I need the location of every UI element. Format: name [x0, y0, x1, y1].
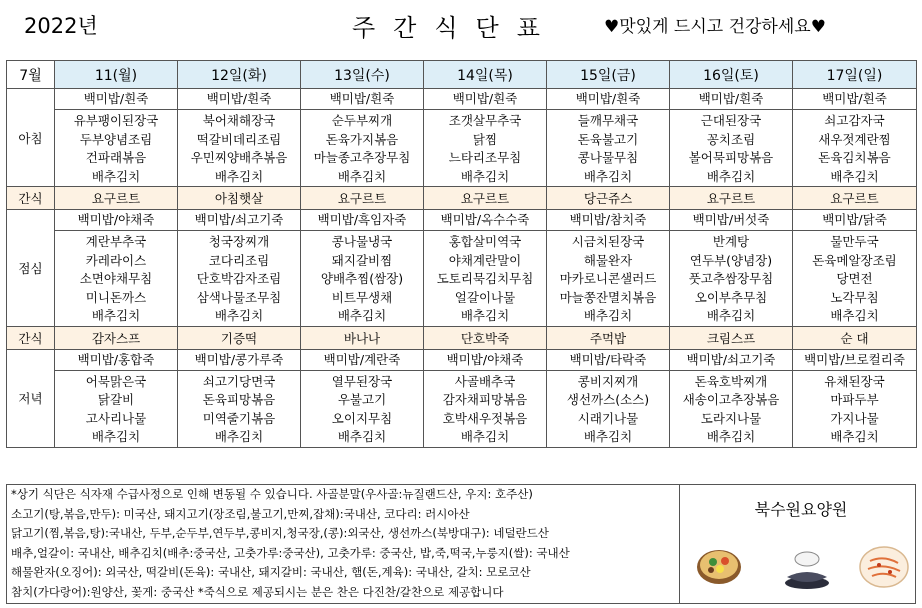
- snack-cell: 크림스프: [670, 326, 793, 349]
- side-dish: 콩나물무침: [577, 150, 639, 165]
- side-dish: 당면전: [836, 271, 873, 286]
- side-dish: 닭찜: [472, 131, 498, 147]
- side-dish: 배추김치: [460, 429, 510, 444]
- side-dish-list: [547, 371, 669, 447]
- main-dish: 백미밥/타락죽: [547, 350, 669, 371]
- side-dish-list: [178, 110, 300, 186]
- origin-notes: [7, 485, 680, 603]
- month-label: 7월: [7, 61, 55, 89]
- side-dish: 배추김치: [214, 308, 264, 323]
- meal-cell: [793, 349, 917, 447]
- side-dish: 배추김치: [337, 308, 387, 323]
- side-dish: 연두부(양념장): [689, 252, 773, 268]
- side-dish: 시금치된장국: [571, 234, 645, 249]
- side-dish: 쇠고기당면국: [202, 373, 276, 389]
- side-dish: 유부팽이된장국: [73, 113, 159, 128]
- meal-cell: [301, 349, 424, 447]
- main-dish: 백미밥/버섯죽: [670, 210, 792, 231]
- side-dish: 배추김치: [460, 308, 510, 323]
- side-dish: 배추김치: [214, 429, 264, 444]
- side-dish: 콩나물냉국: [331, 234, 393, 249]
- weekly-menu-table: [6, 60, 917, 448]
- snack-cell: 바나나: [301, 326, 424, 349]
- meal-row: [7, 89, 917, 187]
- snack-row: [7, 326, 917, 349]
- side-dish: 코다리조림: [208, 252, 270, 268]
- side-dish: 열무된장국: [331, 373, 393, 389]
- snack-cell: 단호박죽: [424, 326, 547, 349]
- side-dish: 얼갈이나물: [454, 289, 516, 305]
- facility-panel: [687, 485, 915, 603]
- side-dish: 도토리묵김치무침: [436, 271, 534, 286]
- side-dish: 계란부추국: [85, 234, 147, 249]
- side-dish-list: [793, 231, 916, 326]
- side-dish-list: [301, 231, 423, 326]
- side-dish: 배추김치: [706, 429, 756, 444]
- meal-cell: [547, 349, 670, 447]
- origin-note: 닭고기(찜,볶음,탕):국내산, 두부,순두부,연두부,콩비지,청국장,(콩):외국산, 생선까스(북방대구): 네덜란드산: [11, 526, 549, 541]
- side-dish: 배추김치: [706, 308, 756, 323]
- origin-note: 참치(가다랑어):원양산, 꽃게: 중국산 *죽식으로 제공되시는 분은 찬은 다진찬/갈찬으로 제공합니다: [11, 584, 504, 599]
- side-dish-list: [301, 371, 423, 447]
- side-dish-list: [424, 110, 546, 186]
- snack-cell: 기증떡: [178, 326, 301, 349]
- side-dish: 도라지나물: [700, 410, 762, 426]
- side-dish: 사골배추국: [454, 373, 516, 389]
- noodle-dish-icon: [860, 547, 908, 587]
- side-dish: 순두부찌개: [331, 113, 393, 128]
- main-dish: 백미밥/홍합죽: [55, 350, 177, 371]
- side-dish: 시래기나물: [577, 410, 639, 426]
- side-dish: 배추김치: [91, 168, 141, 184]
- side-dish: 마카로니콘샐러드: [559, 271, 657, 286]
- side-dish-list: [55, 371, 177, 447]
- snack-cell: 요구르트: [301, 187, 424, 210]
- meal-cell: [301, 89, 424, 187]
- meal-cell: [793, 210, 917, 327]
- side-dish: 배추김치: [830, 429, 879, 444]
- origin-note: *상기 식단은 식자재 수급사정으로 인해 변동될 수 있습니다. 사골분말(우사골:뉴질랜드산, 우지: 호주산): [11, 487, 533, 501]
- meal-label: 아침: [7, 89, 55, 187]
- side-dish: 배추김치: [337, 168, 387, 184]
- snack-cell: 요구르트: [670, 187, 793, 210]
- main-dish: 백미밥/흰죽: [547, 89, 669, 110]
- footer-box: [6, 484, 916, 604]
- meal-label: 간식: [7, 187, 55, 210]
- main-dish: 백미밥/흰죽: [178, 89, 300, 110]
- side-dish: 돈육호박찌개: [694, 373, 768, 389]
- side-dish: 배추김치: [214, 168, 264, 184]
- meal-cell: [55, 210, 178, 327]
- meal-cell: [424, 89, 547, 187]
- side-dish: 배추김치: [91, 429, 141, 444]
- side-dish: 돼지갈비찜: [331, 252, 393, 268]
- meal-cell: [178, 89, 301, 187]
- meal-label: 간식: [7, 326, 55, 349]
- side-dish: 배추김치: [583, 308, 633, 323]
- main-dish: 백미밥/야채죽: [55, 210, 177, 231]
- side-dish-list: [178, 371, 300, 447]
- meal-cell: [301, 210, 424, 327]
- side-dish: 오이지무침: [331, 410, 393, 426]
- side-dish: 삼색나물조무침: [196, 289, 282, 305]
- meal-cell: [55, 89, 178, 187]
- side-dish: 호박새우젓볶음: [442, 410, 528, 426]
- bowl-icon: [785, 552, 829, 589]
- side-dish: 쇠고감자국: [824, 113, 885, 128]
- side-dish: 미역줄기볶음: [202, 410, 276, 426]
- main-dish: 백미밥/브로컬리죽: [793, 350, 916, 371]
- meal-cell: [670, 89, 793, 187]
- day-header: 12일(화): [178, 61, 301, 89]
- snack-cell: 감자스프: [55, 326, 178, 349]
- side-dish: 배추김치: [460, 168, 510, 184]
- main-dish: 백미밥/콩가루죽: [178, 350, 300, 371]
- day-header: 16일(토): [670, 61, 793, 89]
- main-dish: 백미밥/계란죽: [301, 350, 423, 371]
- side-dish: 닭갈비: [97, 392, 135, 407]
- side-dish: 건파래볶음: [85, 150, 147, 165]
- main-dish: 백미밥/흰죽: [301, 89, 423, 110]
- side-dish: 배추김치: [583, 168, 633, 184]
- side-dish: 느타리조무침: [448, 150, 522, 165]
- side-dish-list: [301, 110, 423, 186]
- side-dish: 가지나물: [830, 410, 879, 426]
- main-dish: 백미밥/흰죽: [670, 89, 792, 110]
- side-dish: 해물완자: [583, 252, 633, 268]
- side-dish: 떡갈비데리조림: [196, 131, 282, 147]
- side-dish: 우민찌양배추볶음: [190, 150, 288, 165]
- bibimbap-icon: [697, 550, 741, 584]
- main-dish: 백미밥/흰죽: [793, 89, 916, 110]
- day-header: 14일(목): [424, 61, 547, 89]
- side-dish: 오이부추무침: [694, 289, 768, 305]
- meal-cell: [670, 210, 793, 327]
- side-dish: 새송이고추장볶음: [682, 392, 780, 407]
- main-dish: 백미밥/쇠고기죽: [670, 350, 792, 371]
- snack-cell: 주먹밥: [547, 326, 670, 349]
- meal-cell: [178, 210, 301, 327]
- meal-row: [7, 349, 917, 447]
- main-dish: 백미밥/흰죽: [424, 89, 546, 110]
- side-dish-list: [547, 110, 669, 186]
- side-dish: 마늘종고추장무침: [313, 150, 411, 165]
- side-dish-list: [793, 110, 916, 186]
- side-dish: 돈육가지볶음: [325, 131, 399, 147]
- side-dish: 돈육피망볶음: [202, 392, 276, 407]
- slogan: ♥맛있게 드시고 건강하세요♥: [604, 17, 826, 37]
- side-dish: 청국장찌개: [208, 234, 270, 249]
- snack-cell: 순 대: [793, 326, 917, 349]
- side-dish: 북어채해장국: [202, 113, 276, 128]
- day-header: 13일(수): [301, 61, 424, 89]
- food-illustrations: [687, 537, 915, 597]
- side-dish: 배추김치: [706, 168, 756, 184]
- side-dish-list: [670, 231, 792, 326]
- side-dish: 콩비지찌개: [577, 373, 639, 389]
- side-dish-list: [424, 371, 546, 447]
- side-dish: 돈육불고기: [577, 131, 639, 147]
- snack-row: [7, 187, 917, 210]
- meal-cell: [547, 210, 670, 327]
- side-dish-list: [55, 231, 177, 326]
- main-dish: 백미밥/닭죽: [793, 210, 916, 231]
- year-label: 2022년: [24, 14, 98, 38]
- side-dish: 마늘쫑잔멸치볶음: [559, 289, 657, 305]
- origin-note: 배추,얼갈이: 국내산, 배추김치(배추:중국산, 고춧가루:중국산), 고춧가루: 중국산, 밥,죽,떡국,누룽지(쌀): 국내산: [11, 545, 570, 560]
- side-dish: 야채계란말이: [448, 252, 522, 268]
- side-dish: 배추김치: [337, 429, 387, 444]
- side-dish: 반계탕: [712, 234, 750, 249]
- side-dish: 생선까스(소스): [566, 392, 650, 407]
- origin-note: 소고기(탕,볶음,만두): 미국산, 돼지고기(장조림,불고기,만찌,잡채):국내산, 코다리: 러시아산: [11, 506, 470, 521]
- meal-label: 저녁: [7, 349, 55, 447]
- meal-cell: [670, 349, 793, 447]
- side-dish: 양배추찜(쌈장): [320, 271, 404, 286]
- facility-name: 북수원요양원: [754, 500, 848, 519]
- main-dish: 백미밥/흰죽: [55, 89, 177, 110]
- side-dish-list: [178, 231, 300, 326]
- side-dish-list: [424, 231, 546, 326]
- main-dish: 백미밥/쇠고기죽: [178, 210, 300, 231]
- side-dish: 배추김치: [91, 308, 141, 323]
- side-dish-list: [547, 231, 669, 326]
- meal-cell: [55, 349, 178, 447]
- side-dish: 유채된장국: [824, 373, 885, 389]
- snack-cell: 요구르트: [793, 187, 917, 210]
- side-dish: 볼어묵피망볶음: [688, 150, 774, 165]
- snack-cell: 요구르트: [55, 187, 178, 210]
- meal-cell: [178, 349, 301, 447]
- side-dish-list: [793, 371, 916, 447]
- side-dish: 미니돈까스: [85, 289, 147, 305]
- main-dish: 백미밥/야채죽: [424, 350, 546, 371]
- side-dish: 노각무침: [830, 289, 879, 305]
- side-dish: 돈육메알장조림: [812, 252, 897, 268]
- side-dish: 고사리나물: [85, 410, 147, 426]
- meal-cell: [793, 89, 917, 187]
- main-dish: 백미밥/참치죽: [547, 210, 669, 231]
- meal-cell: [547, 89, 670, 187]
- meal-row: [7, 210, 917, 327]
- snack-cell: 아침햇살: [178, 187, 301, 210]
- origin-note: 해물완자(오징어): 외국산, 떡갈비(돈육): 국내산, 돼지갈비: 국내산, 햄(돈,계육): 국내산, 갈치: 모로코산: [11, 565, 531, 580]
- snack-cell: 당근쥬스: [547, 187, 670, 210]
- side-dish: 근대된장국: [700, 113, 762, 128]
- meal-cell: [424, 349, 547, 447]
- side-dish: 조갯살무추국: [448, 113, 522, 128]
- side-dish: 단호박감자조림: [196, 271, 282, 286]
- side-dish: 배추김치: [830, 308, 879, 323]
- side-dish: 꽁치조림: [706, 131, 756, 147]
- day-header-row: [7, 61, 917, 89]
- side-dish: 배추김치: [583, 429, 633, 444]
- main-dish: 백미밥/옥수수죽: [424, 210, 546, 231]
- meal-label: 점심: [7, 210, 55, 327]
- day-header: 11(월): [55, 61, 178, 89]
- side-dish: 어묵맑은국: [85, 373, 147, 389]
- side-dish: 홍합살미역국: [448, 234, 522, 249]
- side-dish: 새우젓계란찜: [818, 131, 891, 147]
- side-dish: 들깨무채국: [577, 113, 639, 128]
- day-header: 15일(금): [547, 61, 670, 89]
- snack-cell: 요구르트: [424, 187, 547, 210]
- side-dish-list: [670, 110, 792, 186]
- side-dish-list: [55, 110, 177, 186]
- meal-cell: [424, 210, 547, 327]
- side-dish: 배추김치: [830, 168, 879, 184]
- day-header: 17일(일): [793, 61, 917, 89]
- side-dish: 돈육김치볶음: [818, 150, 891, 165]
- side-dish: 소면야채무침: [79, 271, 153, 286]
- side-dish: 두부양념조림: [79, 131, 153, 147]
- side-dish: 비트무생채: [331, 289, 393, 305]
- side-dish-list: [670, 371, 792, 447]
- side-dish: 카레라이스: [85, 252, 147, 268]
- main-dish: 백미밥/흑임자죽: [301, 210, 423, 231]
- side-dish: 감자채피망볶음: [442, 392, 528, 407]
- side-dish: 물만두국: [830, 234, 879, 249]
- side-dish: 마파두부: [830, 392, 879, 407]
- page-title: 주간식단표: [352, 14, 558, 42]
- side-dish: 우불고기: [337, 392, 387, 407]
- side-dish: 풋고추쌈장무침: [688, 271, 774, 286]
